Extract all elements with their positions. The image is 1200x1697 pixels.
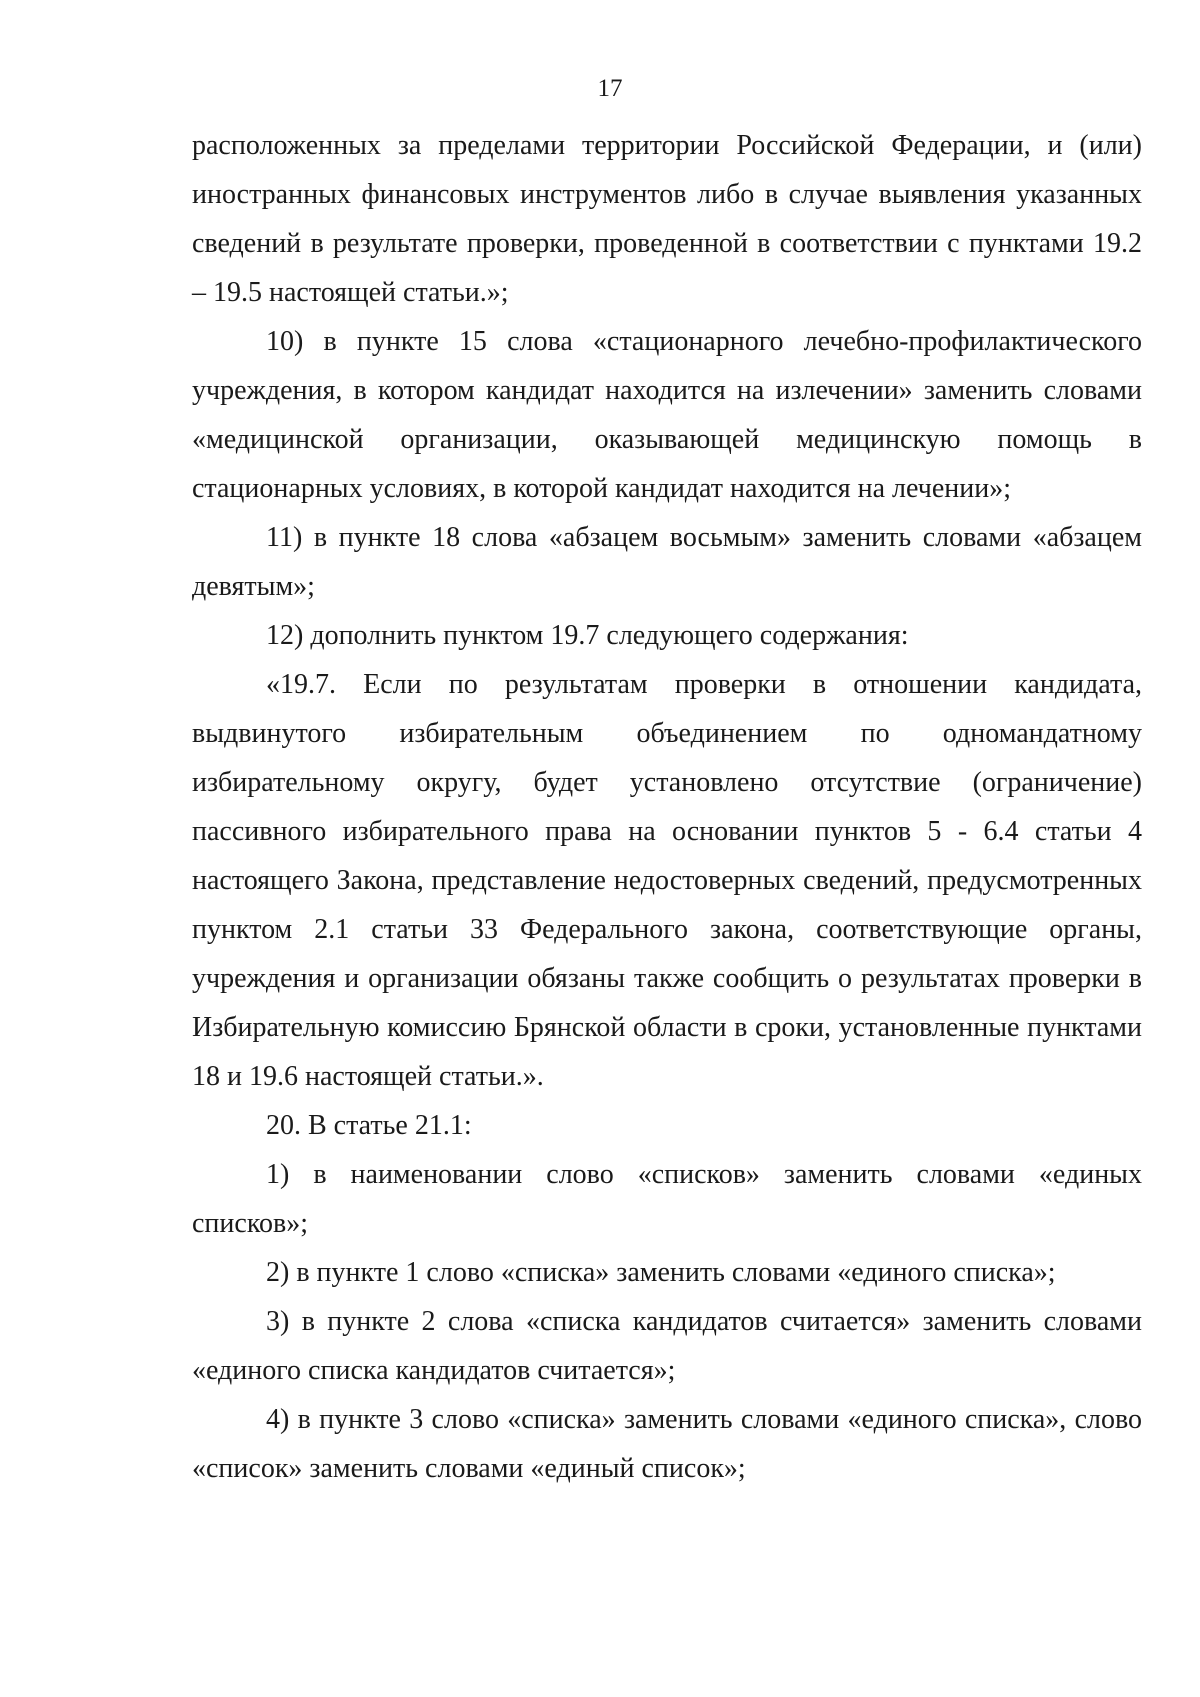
paragraph-item-12: 12) дополнить пунктом 19.7 следующего содержания: (266, 620, 909, 651)
paragraph-sub-2: 2) в пункте 1 слово «списка» заменить словами «единого списка»; (266, 1257, 1056, 1288)
paragraph-item-10: 10) в пункте 15 слова «стационарного лечебно-профилактического учреждения, в котором кандидат находится на излечении» заменить словами «медицинской организации, оказывающей медицинскую помощь в стационарных условиях, в которой кандидат находится на лечении»; (192, 326, 1142, 504)
paragraph-sub-1: 1) в наименовании слово «списков» заменить словами «единых списков»; (192, 1159, 1142, 1239)
paragraph-sub-3: 3) в пункте 2 слова «списка кандидатов считается» заменить словами «единого списка кандидатов считается»; (192, 1306, 1142, 1386)
paragraph-quote-19-7: «19.7. Если по результатам проверки в отношении кандидата, выдвинутого избирательным объединением по одномандатному избирательному округу, будет установлено отсутствие (ограничение) пассивного избирательного права на основании пунктов 5 - 6.4 статьи 4 настоящего Закона, представление недостоверных сведений, предусмотренных пунктом 2.1 статьи 33 Федерального закона, соответствующие органы, учреждения и организации обязаны также сообщить о результатах проверки в Избирательную комиссию Брянской области в сроки, установленные пунктами 18 и 19.6 настоящей статьи.». (192, 669, 1142, 1092)
paragraph-continuation: расположенных за пределами территории Российской Федерации, и (или) иностранных финансовых инструментов либо в случае выявления указанных сведений в результате проверки, проведенной в соответствии с пунктами 19.2 – 19.5 настоящей статьи.»; (192, 130, 1142, 308)
paragraph-sub-4: 4) в пункте 3 слово «списка» заменить словами «единого списка», слово «список» заменить словами «единый список»; (192, 1404, 1142, 1484)
paragraph-item-11: 11) в пункте 18 слова «абзацем восьмым» заменить словами «абзацем девятым»; (192, 522, 1142, 602)
document-body (192, 121, 1142, 1493)
paragraph-article-20: 20. В статье 21.1: (266, 1110, 472, 1141)
page-number: 17 (597, 75, 623, 102)
